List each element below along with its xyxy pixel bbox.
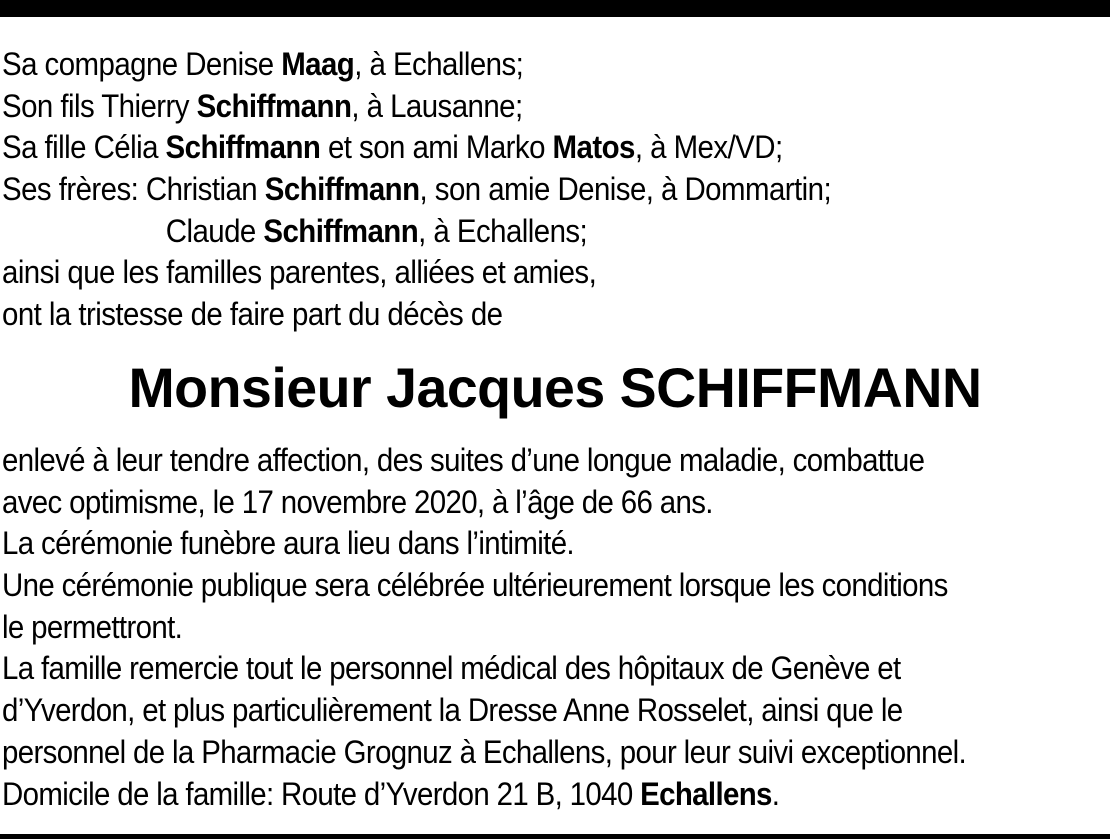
text: , à Echallens; <box>418 212 588 249</box>
surname: Schiffmann <box>165 129 321 166</box>
surname: Schiffmann <box>263 212 419 249</box>
surname: Schiffmann <box>264 171 420 208</box>
notice-body <box>2 440 1110 815</box>
body-line <box>2 774 1021 816</box>
body-line: enlevé à leur tendre affection, des suites d’une longue maladie, combattue <box>2 442 925 478</box>
text: , son amie Denise, à Dommartin; <box>419 171 832 208</box>
surname: Matos <box>552 129 635 166</box>
text: Claude <box>165 212 264 249</box>
text: , à Mex/VD; <box>634 129 783 166</box>
body-line: La famille remercie tout le personnel médical des hôpitaux de Genève et <box>2 650 901 687</box>
text: Sa fille Célia <box>2 129 166 166</box>
text: Son fils Thierry <box>2 87 197 124</box>
surname: Maag <box>281 46 355 82</box>
text: . <box>771 775 780 812</box>
body-line: La cérémonie funèbre aura lieu dans l’intimité. <box>2 525 574 562</box>
family-line <box>2 127 1014 169</box>
text: Ses frères: Christian <box>2 171 265 208</box>
text: , à Lausanne; <box>351 87 523 124</box>
body-line: avec optimisme, le 17 novembre 2020, à l’âge de 66 ans. <box>2 483 713 520</box>
top-rule <box>0 0 1110 17</box>
body-line: d’Yverdon, et plus particulièrement la Dresse Anne Rosselet, ainsi que le <box>2 692 903 729</box>
family-line <box>2 211 1014 253</box>
family-list <box>2 44 1014 336</box>
body-line: Une cérémonie publique sera célébrée ultérieurement lorsque les conditions <box>2 567 948 604</box>
deceased-name: Monsieur Jacques SCHIFFMANN <box>128 356 982 419</box>
text: Domicile de la famille: Route d’Yverdon 21 B, 1040 <box>2 775 641 812</box>
text: , à Echallens; <box>354 46 524 82</box>
body-line: le permettront. <box>2 608 183 645</box>
family-line: ainsi que les familles parentes, alliées et amies, <box>2 254 597 291</box>
body-line: personnel de la Pharmacie Grognuz à Echallens, pour leur suivi exceptionnel. <box>2 733 967 770</box>
family-line <box>2 169 1014 211</box>
family-line: ont la tristesse de faire part du décès de <box>2 296 503 333</box>
text: Sa compagne Denise <box>2 46 282 82</box>
surname: Schiffmann <box>196 87 352 124</box>
locality: Echallens <box>640 775 772 812</box>
family-line <box>2 44 1014 86</box>
text: et son ami Marko <box>320 129 553 166</box>
bottom-rule <box>0 834 1110 839</box>
family-line <box>2 86 1014 128</box>
